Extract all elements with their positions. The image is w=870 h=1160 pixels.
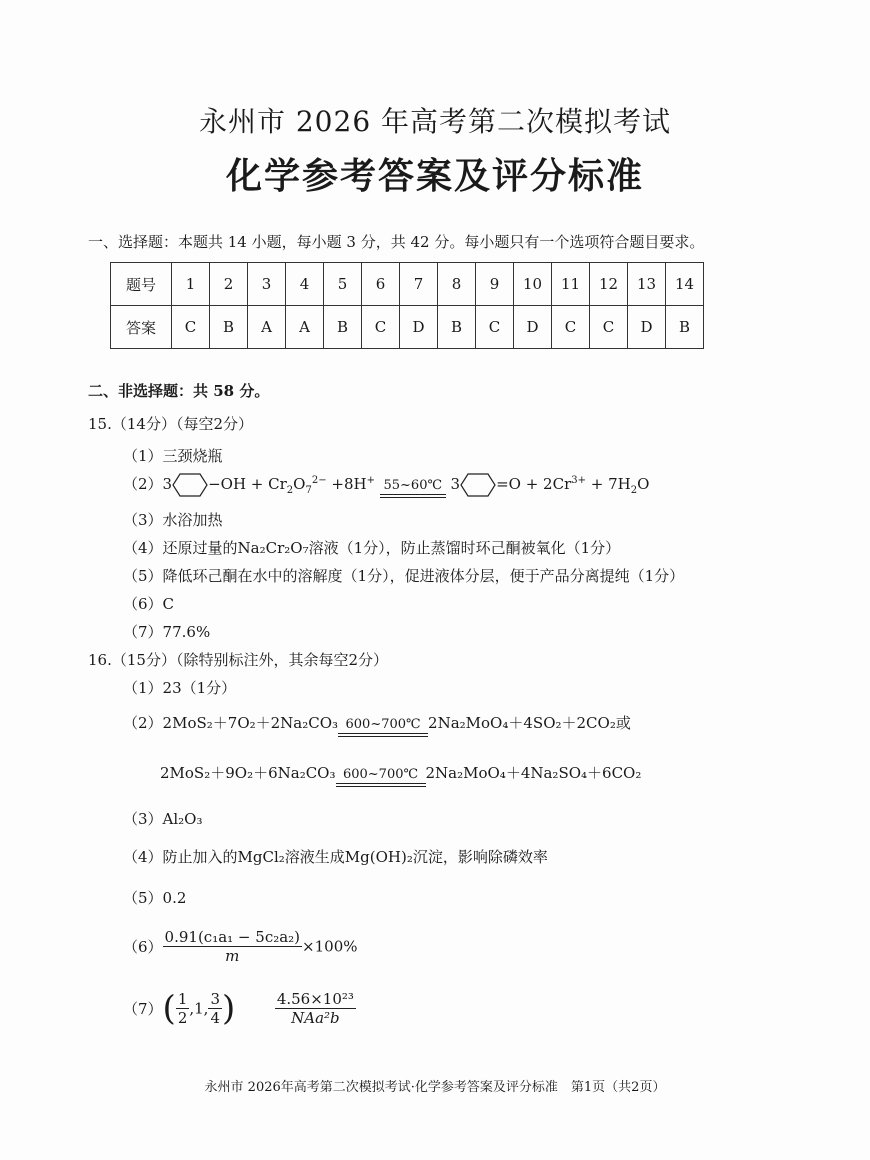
section1-heading: 一、选择题：本题共 14 小题，每小题 3 分，共 42 分。每小题只有一个选项符合题目要求。 <box>88 233 705 251</box>
table-cell-answer: C <box>362 306 400 349</box>
coord-c-den: 4 <box>210 1009 220 1027</box>
section2-heading: 二、非选择题：共 58 分。 <box>88 382 270 400</box>
q15-part2-coef2: 3 <box>450 475 461 493</box>
q15-part4: （4）还原过量的Na₂Cr₂O₇溶液（1分），防止蒸馏时环己酮被氧化（1分） <box>123 539 621 557</box>
q16-part7-coord-a <box>176 990 190 1027</box>
q16-part6-tail: ×100% <box>302 937 358 956</box>
table-cell-number: 2 <box>210 263 248 306</box>
page-footer: 永州市 2026年高考第二次模拟考试·化学参考答案及评分标准 第1页（共2页） <box>204 1080 666 1095</box>
q15-title: 15.（14分）（每空2分） <box>88 415 253 433</box>
q15-part6: （6）C <box>123 595 175 613</box>
table-cell-number: 4 <box>286 263 324 306</box>
q15-part2-product: =O + 2Cr <box>496 475 572 493</box>
table-cell-number: 11 <box>552 263 590 306</box>
q16-part7-density <box>275 990 356 1027</box>
table-cell-answer: A <box>286 306 324 349</box>
q16-part6-label: （6） <box>123 938 163 956</box>
q16-part4: （4）防止加入的MgCl₂溶液生成Mg(OH)₂沉淀，影响除磷效率 <box>123 848 548 866</box>
q15-condition-text: 55~60℃ <box>383 478 443 493</box>
q16-part7-denominator: NAa²b <box>291 1009 340 1027</box>
q15-part2-coef1: 3 <box>162 475 173 493</box>
coord-c-num: 3 <box>210 990 220 1008</box>
q16-eq2-products: 2Na₂MoO₄＋4Na₂SO₄＋6CO₂ <box>425 764 642 782</box>
cyclohexane-ring-icon <box>172 472 208 498</box>
q15-part5: （5）降低环己酮在水中的溶解度（1分），促进液体分层，便于产品分离提纯（1分） <box>123 567 685 585</box>
table-cell-answer: B <box>324 306 362 349</box>
exam-title: 永州市 2026 年高考第二次模拟考试 <box>198 105 672 138</box>
table-row-numbers <box>111 263 704 306</box>
table-cell-answer: D <box>514 306 552 349</box>
table-cell-answer: B <box>666 306 704 349</box>
table-cell-answer: D <box>400 306 438 349</box>
table-cell-number: 14 <box>666 263 704 306</box>
table-cell-answer: B <box>210 306 248 349</box>
q16-part2-line2 <box>160 762 641 787</box>
q16-eq2-reactants: 2MoS₂＋9O₂＋6Na₂CO₃ <box>160 764 336 782</box>
q16-eq1-products: 2Na₂MoO₄＋4SO₂＋2CO₂或 <box>428 714 631 732</box>
table-cell-answer: C <box>552 306 590 349</box>
q16-eq2-condition-text: 600~700℃ <box>342 767 419 782</box>
table-cell-number: 7 <box>400 263 438 306</box>
row-label-number: 题号 <box>111 263 172 306</box>
q16-part6-denominator: m <box>225 947 240 965</box>
q16-part7-label: （7） <box>123 1000 163 1018</box>
table-cell-number: 13 <box>628 263 666 306</box>
table-cell-number: 10 <box>514 263 552 306</box>
q16-part3: （3）Al₂O₃ <box>123 810 203 828</box>
table-cell-number: 8 <box>438 263 476 306</box>
q16-title: 16.（15分）（除特别标注外，其余每空2分） <box>88 651 388 669</box>
q15-condition-arrow <box>380 479 446 498</box>
q15-part2: $(2)3 -OH + Cr_2O_7^{2-} +8H^+$ 55~60℃ $3 =O + 2Cr^{3+} + 7H_2O$ <box>123 472 649 498</box>
table-cell-answer: C <box>172 306 210 349</box>
q16-part6 <box>123 928 358 965</box>
table-row-answers <box>111 306 704 349</box>
q16-part1: （1）23（1分） <box>123 679 237 697</box>
table-cell-number: 12 <box>590 263 628 306</box>
table-cell-number: 3 <box>248 263 286 306</box>
coord-a-num: 1 <box>177 990 188 1008</box>
table-cell-answer: B <box>438 306 476 349</box>
q16-part7-coord-c <box>208 990 222 1027</box>
table-cell-answer: C <box>476 306 514 349</box>
q15-part2-reactant: −OH + Cr <box>208 475 287 493</box>
q15-part3: （3）水浴加热 <box>123 511 223 529</box>
q16-part6-fraction <box>163 928 303 965</box>
q16-part6-numerator: 0.91(c₁a₁ − 5c₂a₂) <box>164 928 301 946</box>
cyclohexanone-ring-icon <box>460 472 496 498</box>
table-cell-answer: C <box>590 306 628 349</box>
answer-table <box>110 262 704 349</box>
q15-part2-water: + 7H <box>586 475 631 493</box>
coord-a-den: 2 <box>177 1009 188 1027</box>
q16-part7: （7）( $\frac{1}{2}$ ,1, $\frac{3}{4}$ ) $\frac{\text{4.56×10²³}}{\text{NAa²b}}$ <box>123 988 354 1029</box>
q16-eq2-condition <box>336 768 426 787</box>
q15-part7: （7）77.6% <box>123 623 211 641</box>
q16-part7-numerator: 4.56×10²³ <box>276 990 354 1008</box>
table-cell-number: 9 <box>476 263 514 306</box>
q15-part2-label: （2） <box>123 475 163 493</box>
q16-eq1-condition <box>338 718 428 737</box>
q16-part2-line1 <box>123 712 631 737</box>
table-cell-number: 6 <box>362 263 400 306</box>
q16-eq1-condition-text: 600~700℃ <box>345 717 421 732</box>
row-label-answer: 答案 <box>111 306 172 349</box>
table-cell-number: 5 <box>324 263 362 306</box>
table-cell-answer: A <box>248 306 286 349</box>
q15-part1: （1）三颈烧瓶 <box>123 447 223 465</box>
table-cell-number: 1 <box>172 263 210 306</box>
q16-part2-label: （2） <box>123 714 163 732</box>
q16-eq1-reactants: 2MoS₂＋7O₂＋2Na₂CO₃ <box>162 714 339 732</box>
q16-part5: （5）0.2 <box>123 889 187 907</box>
table-cell-answer: D <box>628 306 666 349</box>
document-title: 化学参考答案及评分标准 <box>225 155 644 197</box>
coord-mid: ,1, <box>189 999 209 1018</box>
